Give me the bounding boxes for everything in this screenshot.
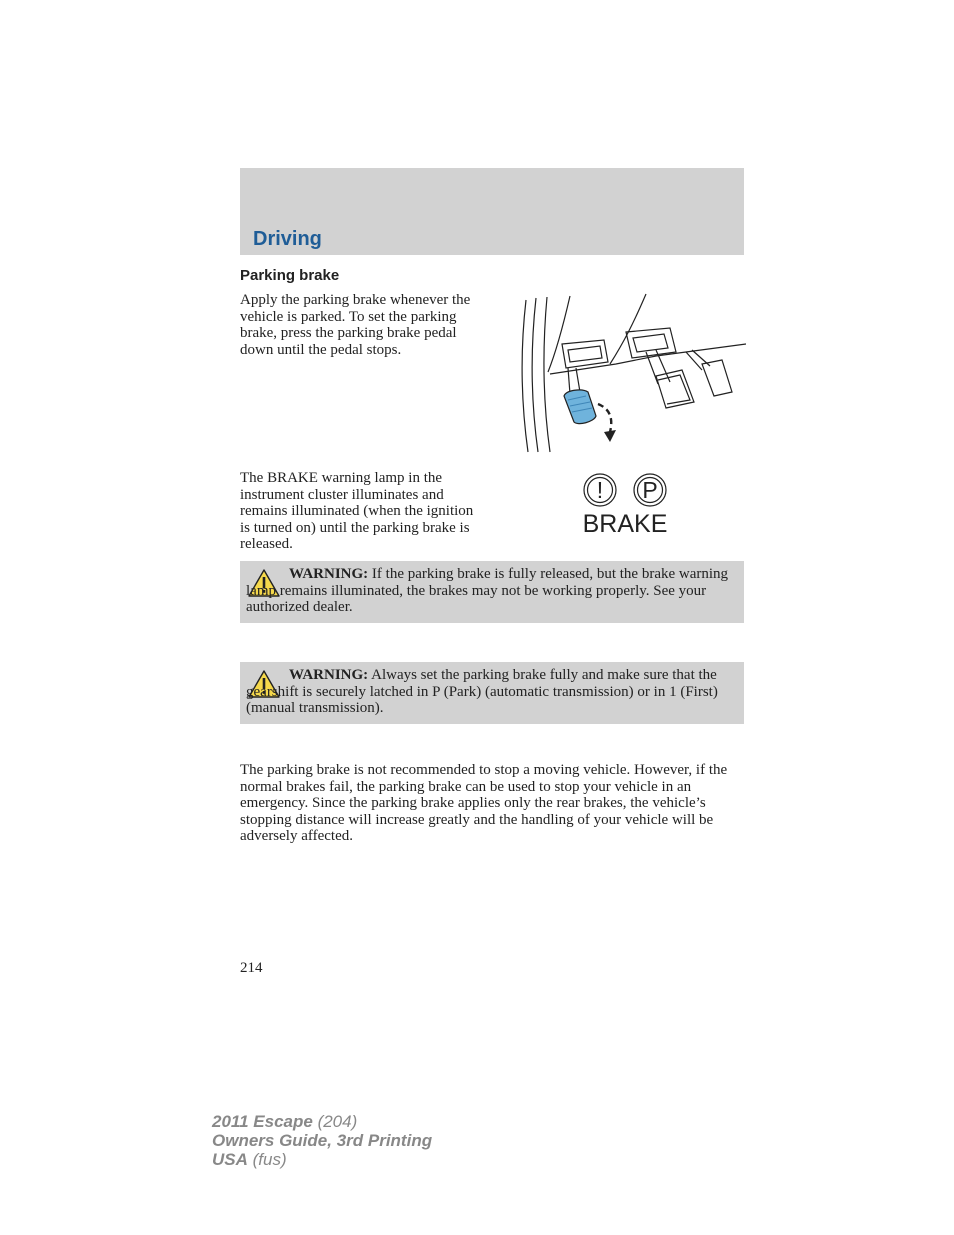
document-footer xyxy=(212,1112,432,1169)
footer-line-model xyxy=(212,1112,432,1131)
footer-model-code: (204) xyxy=(317,1112,358,1131)
brake-lamp-p: P xyxy=(642,477,658,503)
footer-region-code: (fus) xyxy=(252,1150,287,1169)
warning-label: WARNING: xyxy=(289,566,369,582)
warning-text xyxy=(246,667,736,717)
section-header-band xyxy=(240,168,744,255)
section-title: Driving xyxy=(253,228,322,250)
brake-lamp-label: BRAKE xyxy=(582,510,668,538)
brake-lamp-paragraph: The BRAKE warning lamp in the instrument cluster illuminates and remains illuminated (when the ignition is turned on) until the parking brake is released. xyxy=(240,470,474,552)
parking-brake-heading: Parking brake xyxy=(240,267,340,284)
apply-brake-paragraph: Apply the parking brake whenever the vehicle is parked. To set the parking brake, press the parking brake pedal down until the pedal stops. xyxy=(240,292,471,358)
warning-box-gearshift xyxy=(240,662,744,724)
brake-lamp-exclamation: ! xyxy=(596,477,604,503)
brake-warning-lamp-icon xyxy=(576,470,676,540)
warning-text xyxy=(246,566,736,616)
parking-brake-pedal-illustration xyxy=(506,292,746,454)
warning-body: Always set the parking brake fully and make sure that the gearshift is securely latched in P (Park) (automatic transmission) or in 1 (First) (manual transmission). xyxy=(246,667,718,716)
warning-body: If the parking brake is fully released, but the brake warning lamp remains illuminated, the brakes may not be working properly. See your authorized dealer. xyxy=(246,566,729,615)
emergency-use-paragraph: The parking brake is not recommended to stop a moving vehicle. However, if the normal brakes fail, the parking brake can be used to stop your vehicle in an emergency. Since the parking brake applies only the rear brakes, the vehicle’s stopping distance will increase greatly and the handling of your vehicle will be adversely affected. xyxy=(240,762,728,844)
footer-region: USA xyxy=(212,1150,248,1169)
footer-line-region xyxy=(212,1150,432,1169)
warning-label: WARNING: xyxy=(289,667,369,683)
footer-model: 2011 Escape xyxy=(212,1112,313,1131)
page-number: 214 xyxy=(240,960,263,976)
warning-box-brake-lamp xyxy=(240,561,744,623)
footer-guide: Owners Guide, 3rd Printing xyxy=(212,1131,433,1150)
